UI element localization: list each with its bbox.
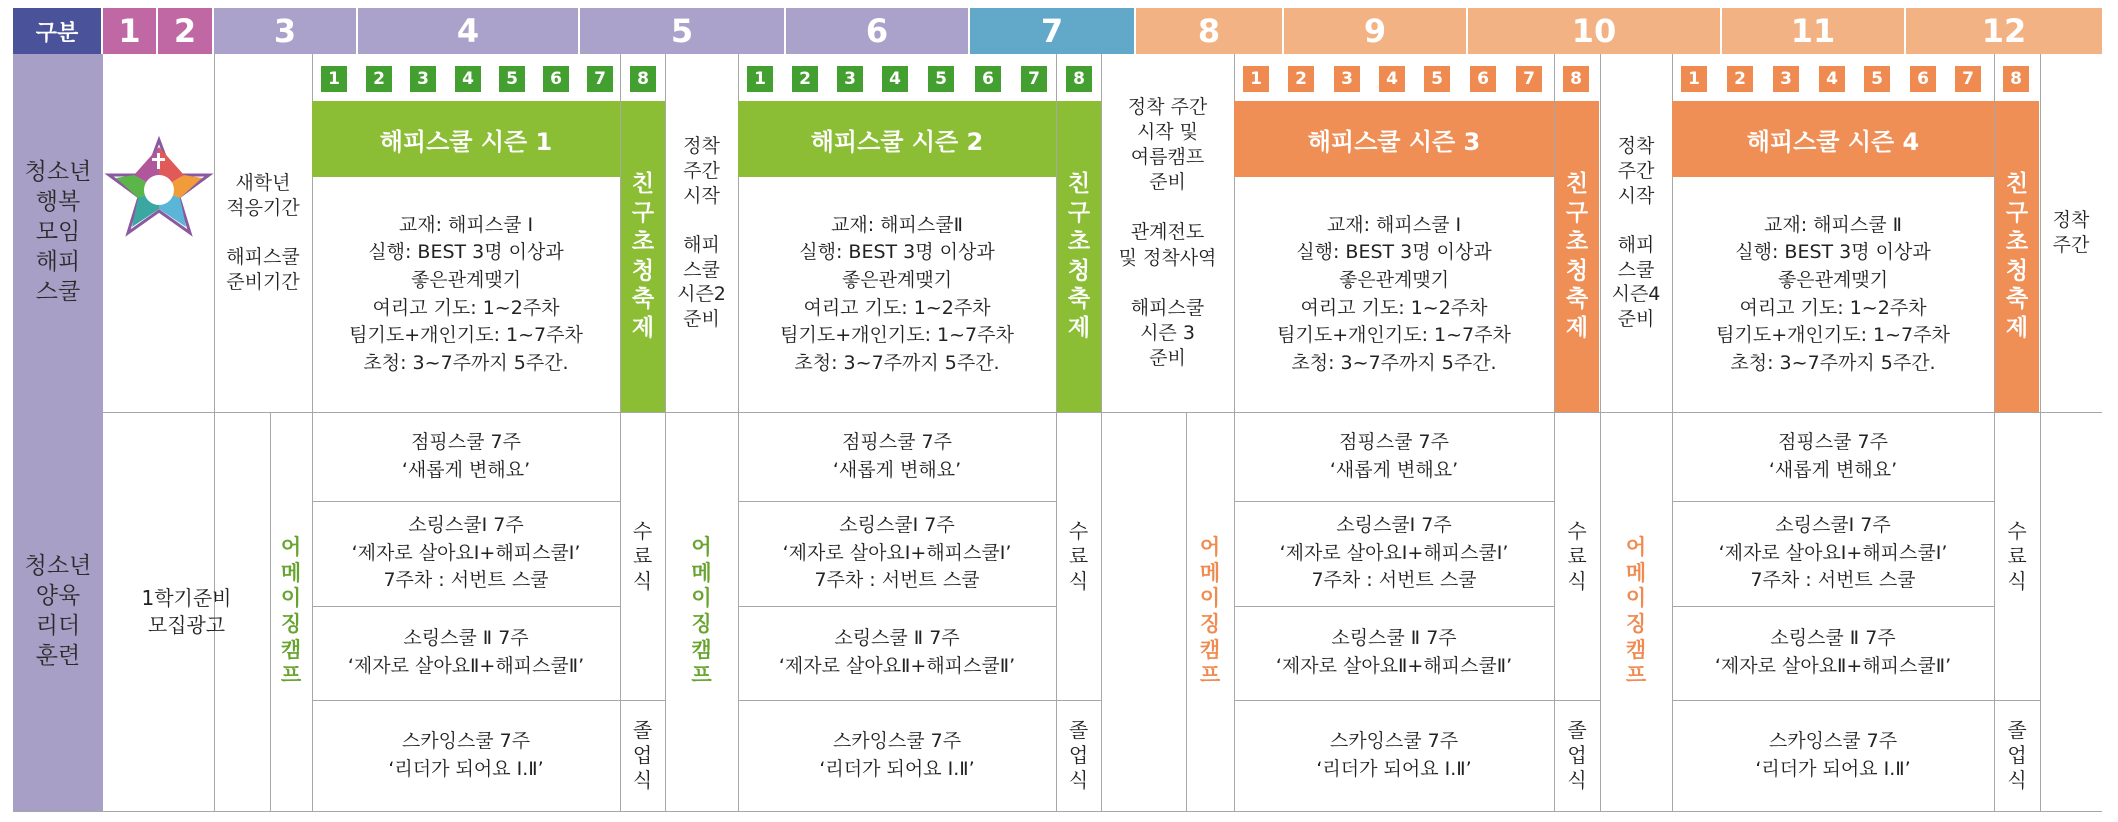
soaring-school-2-block: 소링스쿨 Ⅱ 7주 ‘제자로 살아요Ⅱ+해피스쿨Ⅱ’ xyxy=(1275,627,1513,677)
week-badge: 3 xyxy=(837,66,863,92)
jumping-school-block: 점핑스쿨 7주 ‘새롭게 변해요’ xyxy=(1768,430,1898,481)
graduation-ceremony-3: 졸 업 식 xyxy=(1567,718,1587,792)
week-badge: 1 xyxy=(747,66,773,92)
week-badge: 8 xyxy=(630,66,656,92)
header-month-11: 11 xyxy=(1722,8,1906,54)
header-corner: 구분 xyxy=(13,8,103,54)
friend-festival-4: 친 구 초 청 축 제 xyxy=(1995,101,2039,412)
week-badge: 5 xyxy=(1424,66,1450,92)
settle-week-oct-cell: 정착 주간 시작 해피 스쿨 시즌4 준비 xyxy=(1611,135,1661,331)
soaring-school-2-block: 소링스쿨 Ⅱ 7주 ‘제자로 살아요Ⅱ+해피스쿨Ⅱ’ xyxy=(347,627,585,677)
season-4-title: 해피스쿨 시즌 4 xyxy=(1672,101,1994,177)
amazing-camp-4: 어 메 이 징 캠 프 xyxy=(1625,535,1647,688)
week-badge: 6 xyxy=(543,66,569,92)
soaring-school-2-block: 소링스쿨 Ⅱ 7주 ‘제자로 살아요Ⅱ+해피스쿨Ⅱ’ xyxy=(1714,627,1952,677)
skying-school-block: 스카잉스쿨 7주 ‘리더가 되어요 Ⅰ.Ⅱ’ xyxy=(1316,729,1472,780)
graduation-ceremony-4: 졸 업 식 xyxy=(2007,718,2027,792)
week-badge: 2 xyxy=(1727,66,1753,92)
amazing-camp-1: 어 메 이 징 캠 프 xyxy=(280,535,302,688)
friend-festival-2: 친 구 초 청 축 제 xyxy=(1057,101,1101,412)
week-badge: 7 xyxy=(587,66,613,92)
week-badge: 4 xyxy=(455,66,481,92)
header-month-12: 12 xyxy=(1906,8,2102,54)
header-month-2: 2 xyxy=(158,8,214,54)
header-month-3: 3 xyxy=(214,8,358,54)
jumping-school-block: 점핑스쿨 7주 ‘새롭게 변해요’ xyxy=(401,430,531,481)
amazing-camp-2: 어 메 이 징 캠 프 xyxy=(691,535,712,688)
week-badge: 2 xyxy=(792,66,818,92)
week-badge: 1 xyxy=(1681,66,1707,92)
soaring-school-1-block: 소링스쿨Ⅰ 7주 ‘제자로 살아요Ⅰ+해피스쿨Ⅰ’ 7주차 : 서번트 스쿨 xyxy=(1718,514,1948,592)
season-3-title: 해피스쿨 시즌 3 xyxy=(1234,101,1554,177)
star-logo-icon xyxy=(104,135,214,245)
row-label-leader-training: 청소년 양육 리더 훈련 xyxy=(13,412,103,812)
header-month-10: 10 xyxy=(1468,8,1722,54)
week-badge: 5 xyxy=(1864,66,1890,92)
table-bottom-line xyxy=(13,811,2102,812)
week-badge: 3 xyxy=(1334,66,1360,92)
header-month-5: 5 xyxy=(580,8,786,54)
season-4-detail: 교재: 해피스쿨 Ⅱ 실행: BEST 3명 이상과 좋은관계맺기 여리고 기도: 1~2주차 팀기도+개인기도: 1~7주차 초청: 3~7주까지 5주간. xyxy=(1716,213,1950,374)
friend-festival-3: 친 구 초 청 축 제 xyxy=(1555,101,1599,412)
season-2-detail: 교재: 해피스쿨Ⅱ 실행: BEST 3명 이상과 좋은관계맺기 여리고 기도: 1~2주차 팀기도+개인기도: 1~7주차 초청: 3~7주까지 5주간. xyxy=(780,213,1014,374)
week-badge: 6 xyxy=(975,66,1001,92)
week-badge: 8 xyxy=(1066,66,1092,92)
completion-ceremony-1: 수 료 식 xyxy=(632,518,653,593)
week-badge: 5 xyxy=(499,66,525,92)
graduation-ceremony-2: 졸 업 식 xyxy=(1068,718,1089,792)
settle-week-june-cell: 정착 주간 시작 해피 스쿨 시즌2 준비 xyxy=(677,135,726,331)
season-3-detail: 교재: 해피스쿨 Ⅰ 실행: BEST 3명 이상과 좋은관계맺기 여리고 기도: 1~2주차 팀기도+개인기도: 1~7주차 초청: 3~7주까지 5주간. xyxy=(1277,213,1511,374)
completion-ceremony-4: 수 료 식 xyxy=(2007,518,2027,593)
week-badge: 2 xyxy=(1288,66,1314,92)
header-month-7: 7 xyxy=(970,8,1136,54)
header-month-9: 9 xyxy=(1284,8,1468,54)
header-month-6: 6 xyxy=(786,8,970,54)
jumping-school-block: 점핑스쿨 7주 ‘새롭게 변해요’ xyxy=(832,430,962,481)
soaring-school-1-block: 소링스쿨Ⅰ 7주 ‘제자로 살아요Ⅰ+해피스쿨Ⅰ’ 7주차 : 서번트 스쿨 xyxy=(1279,514,1509,592)
soaring-school-2-block: 소링스쿨 Ⅱ 7주 ‘제자로 살아요Ⅱ+해피스쿨Ⅱ’ xyxy=(778,627,1016,677)
graduation-ceremony-1: 졸 업 식 xyxy=(632,718,653,792)
week-badge: 4 xyxy=(1819,66,1845,92)
recruit-ad-cell: 1학기준비 모집광고 xyxy=(141,586,232,637)
week-badge: 7 xyxy=(1021,66,1047,92)
settle-week-summer-cell: 정착 주간 시작 및 여름캠프 준비 관계전도 및 정착사역 해피스쿨 시즌 3 준비 xyxy=(1118,96,1217,369)
week-badge: 4 xyxy=(882,66,908,92)
week-badge: 3 xyxy=(410,66,436,92)
header-month-4: 4 xyxy=(358,8,580,54)
skying-school-block: 스카잉스쿨 7주 ‘리더가 되어요 Ⅰ.Ⅱ’ xyxy=(388,729,544,780)
new-semester-cell: 새학년 적응기간 해피스쿨 준비기간 xyxy=(226,172,300,294)
week-badge: 6 xyxy=(1910,66,1936,92)
week-badge: 5 xyxy=(928,66,954,92)
amazing-camp-3: 어 메 이 징 캠 프 xyxy=(1199,535,1221,688)
completion-ceremony-2: 수 료 식 xyxy=(1068,518,1089,593)
skying-school-block: 스카잉스쿨 7주 ‘리더가 되어요 Ⅰ.Ⅱ’ xyxy=(1755,729,1911,780)
completion-ceremony-3: 수 료 식 xyxy=(1567,518,1587,593)
week-badge: 4 xyxy=(1379,66,1405,92)
row-label-happy-school: 청소년 행복 모임 해피 스쿨 xyxy=(13,54,103,412)
week-badge: 1 xyxy=(1243,66,1269,92)
header-month-1: 1 xyxy=(103,8,158,54)
week-badge: 8 xyxy=(1563,66,1589,92)
season-1-detail: 교재: 해피스쿨 Ⅰ 실행: BEST 3명 이상과 좋은관계맺기 여리고 기도: 1~2주차 팀기도+개인기도: 1~7주차 초청: 3~7주까지 5주간. xyxy=(349,213,583,374)
week-badge: 7 xyxy=(1516,66,1542,92)
soaring-school-1-block: 소링스쿨Ⅰ 7주 ‘제자로 살아요Ⅰ+해피스쿨Ⅰ’ 7주차 : 서번트 스쿨 xyxy=(351,514,581,592)
header-month-8: 8 xyxy=(1136,8,1284,54)
week-badge: 7 xyxy=(1955,66,1981,92)
skying-school-block: 스카잉스쿨 7주 ‘리더가 되어요 Ⅰ.Ⅱ’ xyxy=(819,729,975,780)
jumping-school-block: 점핑스쿨 7주 ‘새롭게 변해요’ xyxy=(1329,430,1459,481)
week-badge: 8 xyxy=(2003,66,2029,92)
week-badge: 6 xyxy=(1470,66,1496,92)
season-2-title: 해피스쿨 시즌 2 xyxy=(738,101,1056,177)
season-1-title: 해피스쿨 시즌 1 xyxy=(312,101,620,177)
week-badge: 1 xyxy=(321,66,347,92)
friend-festival-1: 친 구 초 청 축 제 xyxy=(621,101,665,412)
week-badge: 3 xyxy=(1773,66,1799,92)
week-badge: 2 xyxy=(366,66,392,92)
soaring-school-1-block: 소링스쿨Ⅰ 7주 ‘제자로 살아요Ⅰ+해피스쿨Ⅰ’ 7주차 : 서번트 스쿨 xyxy=(782,514,1012,592)
settle-week-dec-cell: 정착 주간 xyxy=(2052,209,2090,256)
